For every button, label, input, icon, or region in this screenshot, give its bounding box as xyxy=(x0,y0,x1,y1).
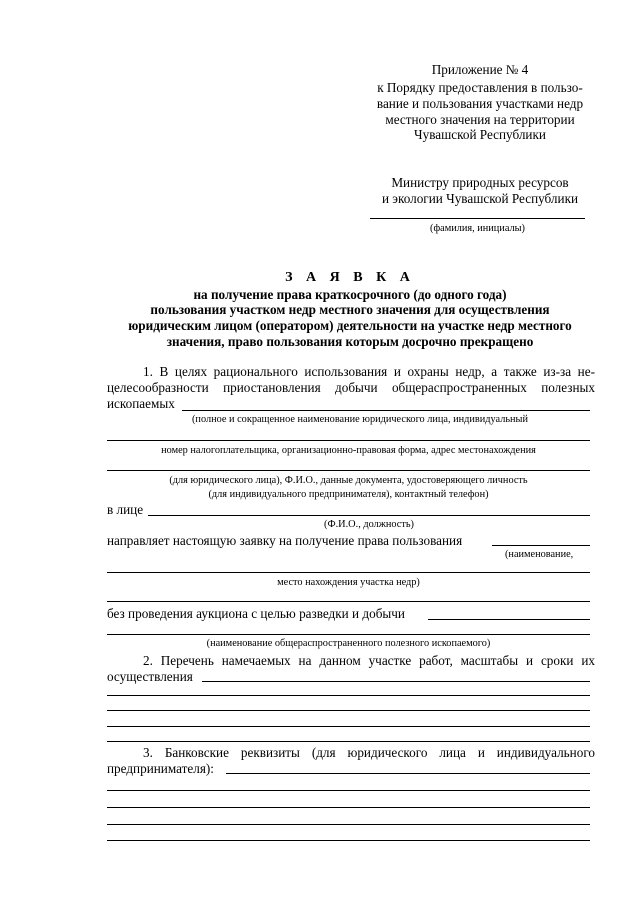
appendix-line: местного значения на территории xyxy=(385,112,575,127)
addressee-line: и экологии Чувашской Республики xyxy=(381,191,579,206)
section1-line2: целесообразности приостановления добычи общераспространенных полезных xyxy=(107,380,595,395)
applicant-hint: (для индивидуального предпринимателя), контактный телефон) xyxy=(208,489,489,500)
person-hint: (Ф.И.О., должность) xyxy=(324,519,414,530)
bank-details-field[interactable] xyxy=(107,824,590,825)
mineral-field[interactable] xyxy=(428,619,590,620)
mineral-hint: (наименование общераспространенного полезного ископаемого) xyxy=(206,638,491,649)
title-line: на получение права краткосрочного (до одного года) xyxy=(193,287,507,302)
signature-hint: (фамилия, инициалы) xyxy=(430,223,525,234)
section3-label: предпринимателя): xyxy=(107,761,214,776)
appendix-line: к Порядку предоставления в пользо- xyxy=(377,80,583,95)
section1-line1: 1. В целях рационального использования и охраны недр, а также из-за не- xyxy=(143,364,595,379)
mineral-field[interactable] xyxy=(107,634,590,635)
section2-line1: 2. Перечень намечаемых на данном участке работ, масштабы и сроки их xyxy=(143,653,595,668)
applicant-field[interactable] xyxy=(107,440,590,441)
site-name-field[interactable] xyxy=(492,545,590,546)
works-field[interactable] xyxy=(202,681,590,682)
title-line: юридическим лицом (оператором) деятельности на участке недр местного xyxy=(128,318,572,333)
person-field[interactable] xyxy=(148,515,590,516)
person-label: в лице xyxy=(107,502,144,517)
addressee-line: Министру природных ресурсов xyxy=(391,175,569,190)
appendix-line: Чувашской Республики xyxy=(414,127,546,142)
site-location-field[interactable] xyxy=(107,572,590,573)
site-location-hint: место нахождения участка недр) xyxy=(277,577,420,588)
signature-field[interactable] xyxy=(370,218,585,219)
sends-label: направляет настоящую заявку на получение права пользования xyxy=(107,533,463,548)
site-name-hint: (наименование, xyxy=(505,549,574,560)
section2-label: осуществления xyxy=(107,669,193,684)
appendix-line: вание и пользования участками недр xyxy=(376,96,584,111)
applicant-field[interactable] xyxy=(182,410,590,411)
bank-details-field[interactable] xyxy=(226,773,590,774)
site-location-field[interactable] xyxy=(107,601,590,602)
section3-line1: 3. Банковские реквизиты (для юридического лица и индивидуального xyxy=(143,745,595,760)
section1-label-minerals: ископаемых xyxy=(107,396,175,411)
appendix-title: Приложение № 4 xyxy=(431,62,529,77)
works-field[interactable] xyxy=(107,695,590,696)
works-field[interactable] xyxy=(107,741,590,742)
title-line: значения, право пользования которым досрочно прекращено xyxy=(166,334,534,349)
bank-details-field[interactable] xyxy=(107,807,590,808)
bank-details-field[interactable] xyxy=(107,840,590,841)
applicant-field[interactable] xyxy=(107,470,590,471)
auction-label: без проведения аукциона с целью разведки и добычи xyxy=(107,606,405,621)
applicant-hint: (полное и сокращенное наименование юридического лица, индивидуальный xyxy=(192,414,528,425)
works-field[interactable] xyxy=(107,710,590,711)
title-line: пользования участком недр местного значения для осуществления xyxy=(150,302,550,317)
applicant-hint: (для юридического лица), Ф.И.О., данные документа, удостоверяющего личность xyxy=(169,475,528,486)
bank-details-field[interactable] xyxy=(107,790,590,791)
works-field[interactable] xyxy=(107,726,590,727)
title-word: З А Я В К А xyxy=(285,270,415,285)
applicant-hint: номер налогоплательщика, организационно-правовая форма, адрес местонахождения xyxy=(161,445,536,456)
